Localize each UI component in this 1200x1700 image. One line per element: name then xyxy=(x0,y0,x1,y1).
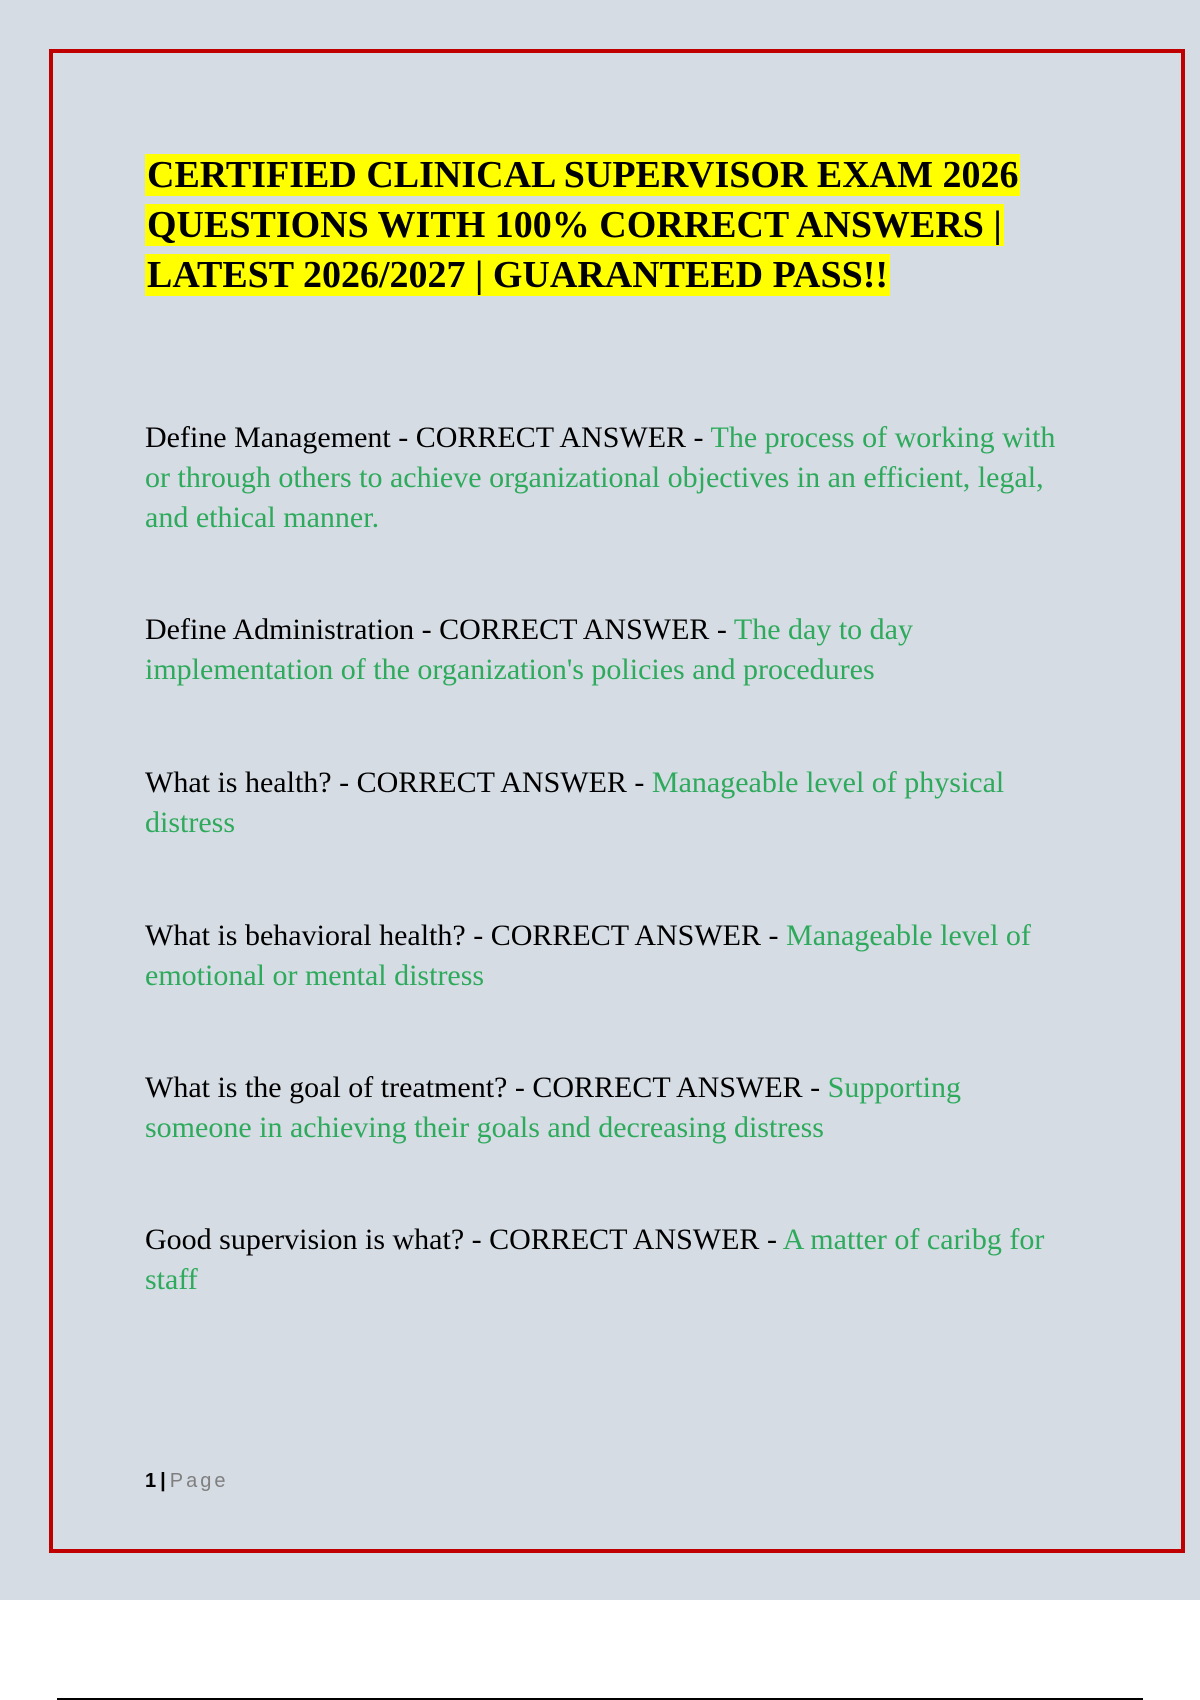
page-footer xyxy=(145,1470,228,1493)
page-label: Page xyxy=(169,1470,229,1492)
answer-text: The day to day implementation of the organization's policies and procedures xyxy=(145,613,913,686)
qa-item xyxy=(145,1220,1075,1300)
answer-text: The process of working with or through others to achieve organizational objectives in an efficient, legal, and ethical manner. xyxy=(145,421,1056,534)
qa-item xyxy=(145,610,1075,690)
question-text: What is health? - CORRECT ANSWER - xyxy=(145,766,652,799)
answer-text: Manageable level of emotional or mental distress xyxy=(145,919,1031,992)
answer-text: A matter of caribg for staff xyxy=(145,1223,1045,1296)
footer-separator: | xyxy=(160,1470,166,1492)
answer-text: Manageable level of physical distress xyxy=(145,766,1005,839)
page-number: 1 xyxy=(145,1470,157,1492)
title-highlight: CERTIFIED CLINICAL SUPERVISOR EXAM 2026 QUESTIONS WITH 100% CORRECT ANSWERS | LATEST 2026/2027 | GUARANTEED PASS!! xyxy=(147,154,1019,296)
question-text: Define Management - CORRECT ANSWER - xyxy=(145,421,711,454)
question-text: Define Administration - CORRECT ANSWER - xyxy=(145,613,734,646)
document-title xyxy=(145,150,1075,300)
qa-item xyxy=(145,763,1075,843)
question-text: What is the goal of treatment? - CORRECT ANSWER - xyxy=(145,1071,828,1104)
qa-item xyxy=(145,1068,1075,1148)
qa-item xyxy=(145,916,1075,996)
answer-text: Supporting someone in achieving their goals and decreasing distress xyxy=(145,1071,962,1144)
qa-item xyxy=(145,418,1075,538)
question-text: Good supervision is what? - CORRECT ANSWER - xyxy=(145,1223,783,1256)
question-text: What is behavioral health? - CORRECT ANSWER - xyxy=(145,919,787,952)
